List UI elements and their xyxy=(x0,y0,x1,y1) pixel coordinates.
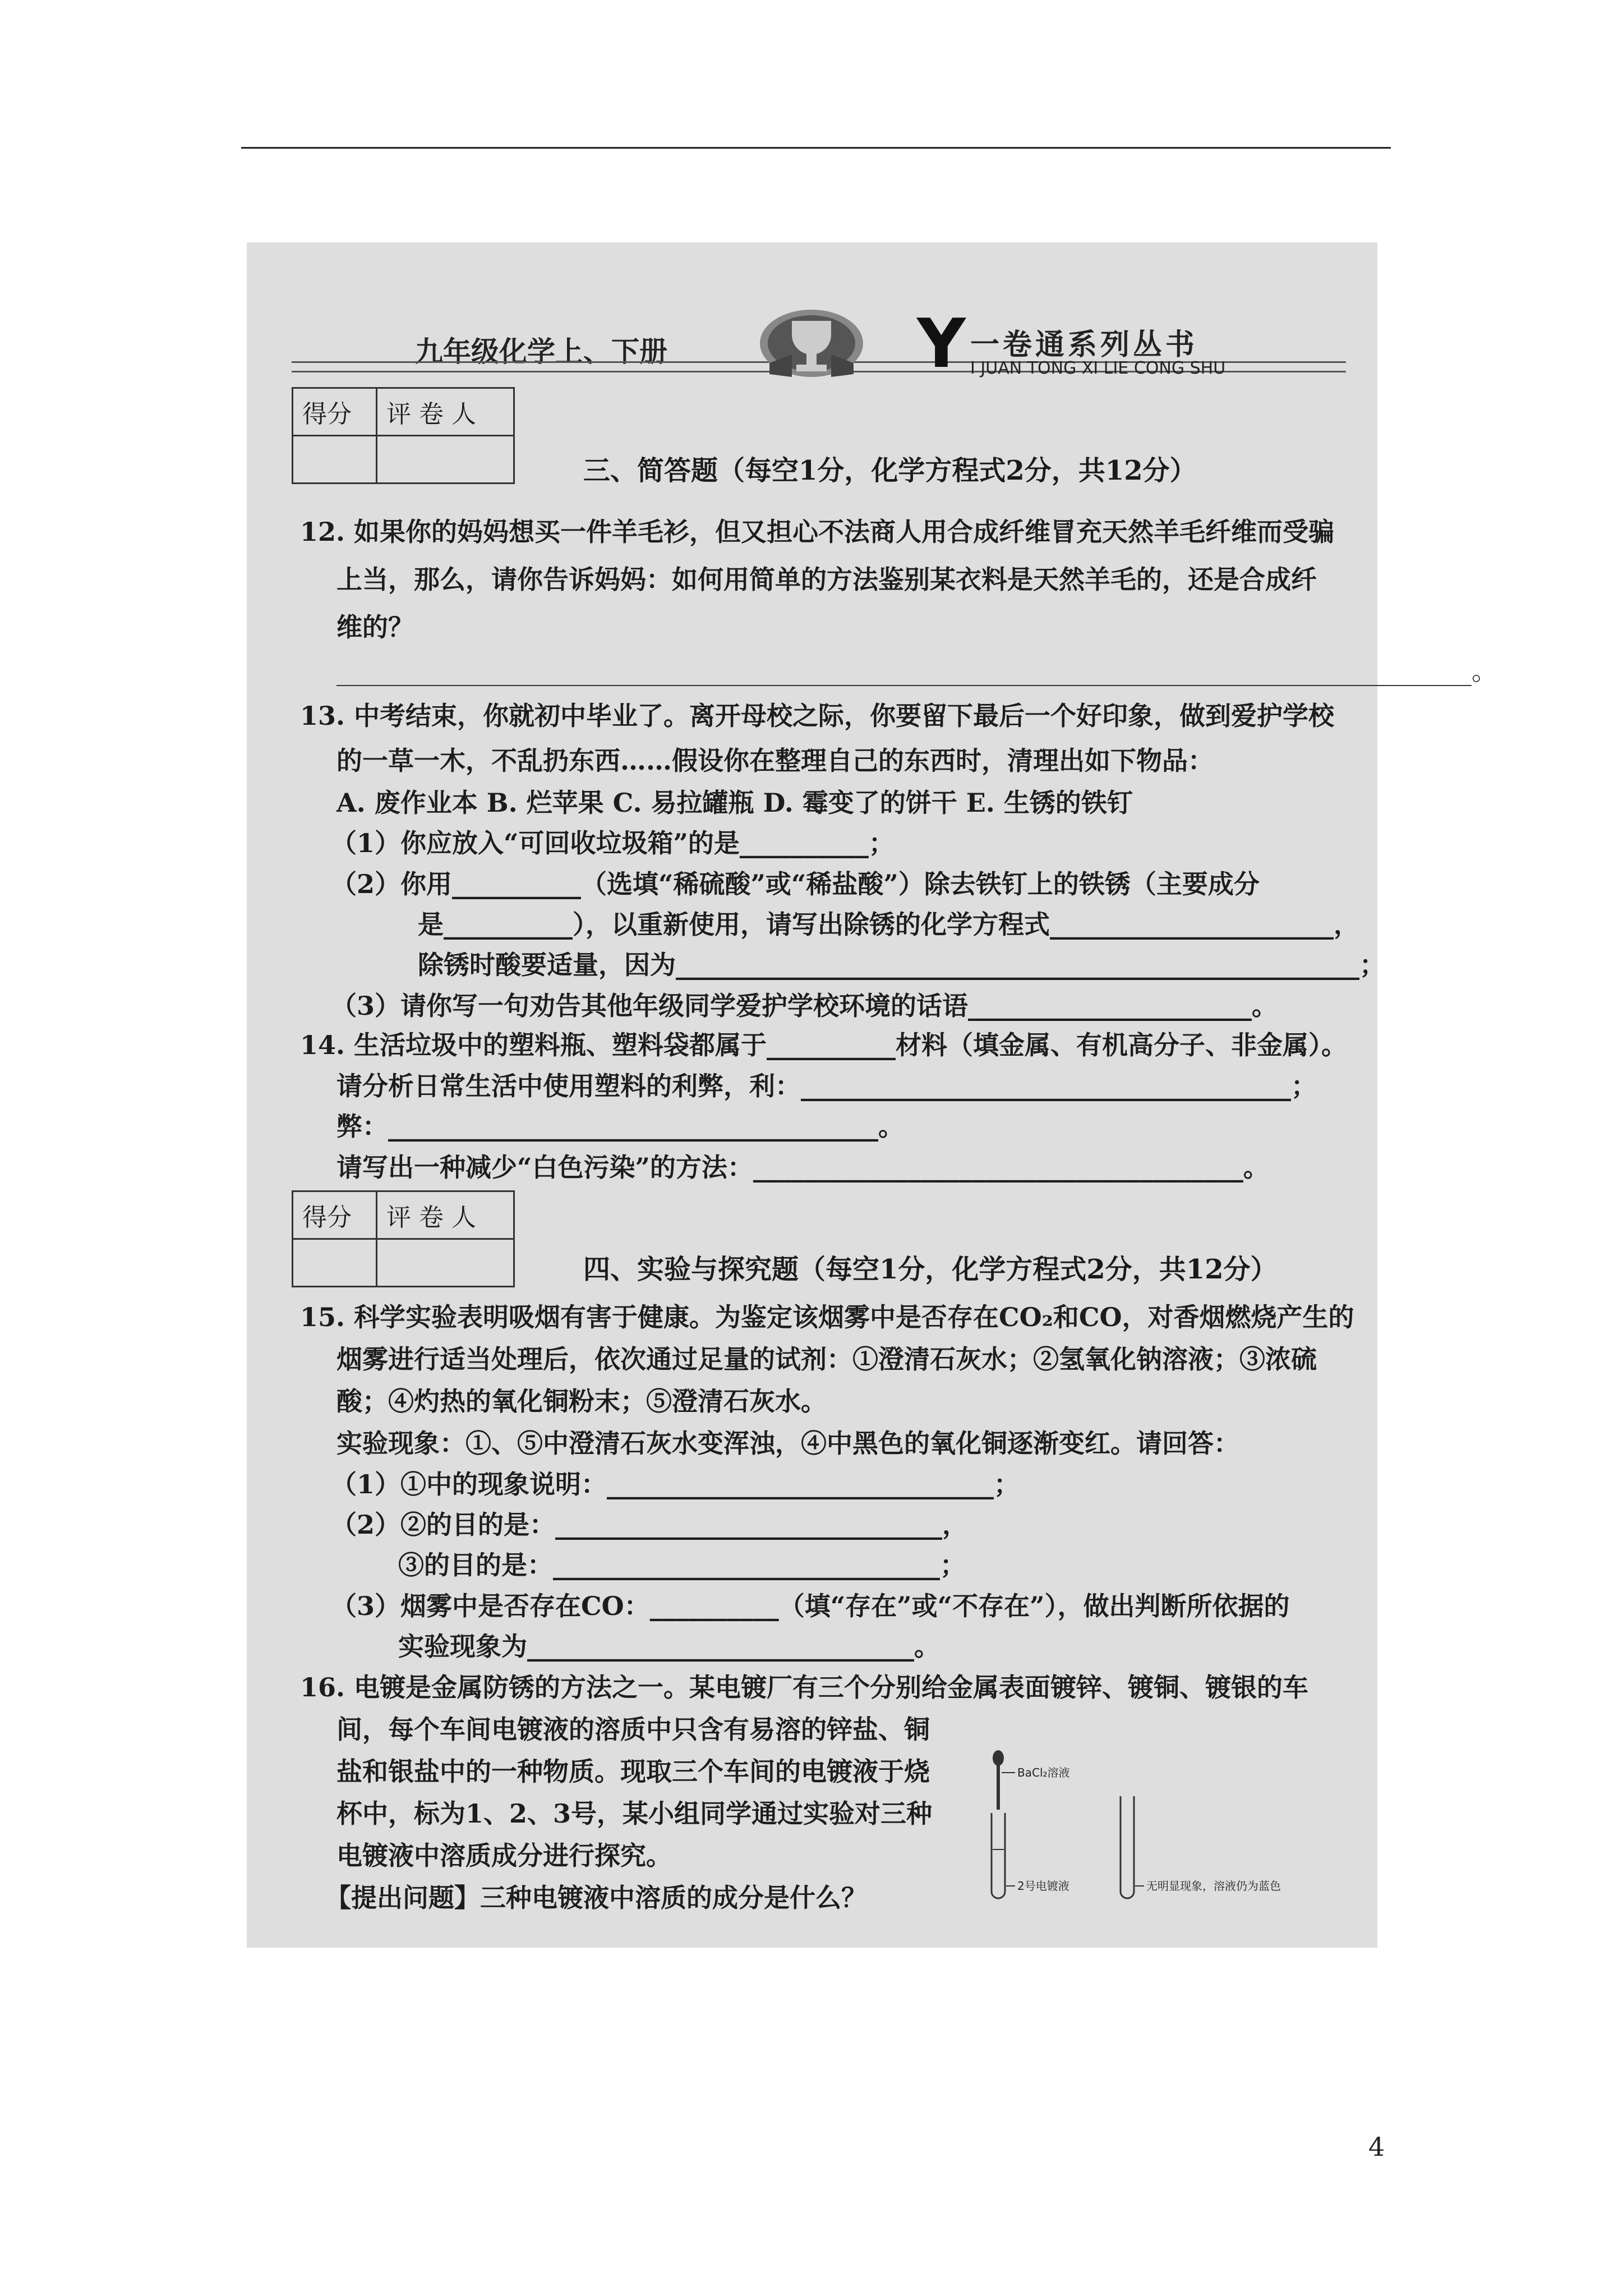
tube-2-label: 无明显现象，溶液仍为蓝色 xyxy=(1146,1879,1281,1893)
q15-part-2b: ③的目的是：______________________________； xyxy=(398,1550,966,1580)
q15-part-1: （1）①中的现象说明：______________________________； xyxy=(331,1469,1020,1499)
test-tube-1 xyxy=(992,1813,1005,1898)
q14-line: 请写出一种减少“白色污染”的方法：______________________________________。 xyxy=(336,1152,1269,1182)
q13-part-3: （3）请你写一句劝告其他年级同学爱护学校环境的话语______________________。 xyxy=(331,991,1278,1021)
q16-line: 杯中，标为1、2、3号，某小组同学通过实验对三种 xyxy=(336,1798,933,1829)
q13-part-2-cont: 是__________），以重新使用，请写出除锈的化学方程式______________________， xyxy=(418,909,1359,940)
score-cell xyxy=(293,1239,377,1287)
q14-line: 14. 生活垃圾中的塑料瓶、塑料袋都属于__________材料（填金属、有机高分子、非金属）。 xyxy=(300,1030,1348,1060)
q15-observation: 实验现象：①、⑤中澄清石灰水变浑浊，④中黑色的氧化铜逐渐变红。请回答： xyxy=(336,1428,1239,1458)
page-number: 4 xyxy=(1368,2132,1385,2162)
grader-cell xyxy=(377,1239,514,1287)
q13-part-2: （2）你用__________（选填“稀硫酸”或“稀盐酸”）除去铁钉上的铁锈（主要成分 xyxy=(331,869,1260,899)
q13-line: 13. 中考结束，你就初中毕业了。离开母校之际，你要留下最后一个好印象，做到爱护学校 xyxy=(300,701,1335,731)
q15-line: 15. 科学实验表明吸烟有害于健康。为鉴定该烟雾中是否存在CO₂和CO，对香烟燃烧产生的 xyxy=(300,1302,1354,1332)
book-title: 九年级化学上、下册 xyxy=(415,335,667,368)
q15-line: 烟雾进行适当处理后，依次通过足量的试剂：①澄清石灰水；②氢氧化钠溶液；③浓硫 xyxy=(336,1344,1317,1374)
trophy-emblem-icon xyxy=(758,298,865,383)
score-label: 得分 xyxy=(293,388,377,436)
q12-line: 维的？ xyxy=(336,612,414,642)
section-4-title: 四、实验与探究题（每空1分，化学方程式2分，共12分） xyxy=(583,1254,1278,1285)
grader-cell xyxy=(377,436,514,484)
q13-line: 的一草一木，不乱扔东西……假设你在整理自己的东西时，清理出如下物品： xyxy=(336,746,1214,776)
score-label: 得分 xyxy=(293,1191,377,1239)
grader-label: 评 卷 人 xyxy=(377,1191,514,1239)
q15-line: 酸；④灼热的氧化铜粉末；⑤澄清石灰水。 xyxy=(336,1386,827,1416)
q13-part-2-cont: 除锈时酸要适量，因为_____________________________________________________； xyxy=(418,950,1385,980)
series-name-pinyin: I JUAN TONG XI LIE CONG SHU xyxy=(970,358,1226,378)
q12-answer-blank: ________________________________________________________________________________________。 xyxy=(336,656,1497,686)
q14-line: 请分析日常生活中使用塑料的利弊，利：______________________________________； xyxy=(336,1071,1317,1101)
q13-options: A. 废作业本 B. 烂苹果 C. 易拉罐瓶 D. 霉变了的饼干 E. 生锈的铁钉 xyxy=(336,788,1133,818)
reagent-label: BaCl₂溶液 xyxy=(1017,1766,1070,1779)
dropper-icon xyxy=(993,1750,1004,1810)
q16-line: 电镀液中溶质成分进行探究。 xyxy=(336,1841,672,1871)
book-header xyxy=(247,242,1377,383)
q15-part-3-cont: 实验现象为______________________________。 xyxy=(398,1631,940,1662)
q15-part-3: （3）烟雾中是否存在CO：__________（填“存在”或“不存在”），做出判断所依据的 xyxy=(331,1591,1290,1621)
q12-line: 12. 如果你的妈妈想买一件羊毛衫，但又担心不法商人用合成纤维冒充天然羊毛纤维而受骗 xyxy=(300,517,1335,547)
series-logo-letter: Y xyxy=(917,305,966,383)
q13-part-1: （1）你应放入“可回收垃圾箱”的是__________； xyxy=(331,828,895,858)
grader-label: 评 卷 人 xyxy=(377,388,514,436)
q14-line: 弊：______________________________________。 xyxy=(336,1111,904,1142)
scanned-exam-sheet xyxy=(247,242,1497,1948)
q16-line: 间，每个车间电镀液的溶质中只含有易溶的锌盐、铜 xyxy=(336,1714,930,1745)
score-box-section-3 xyxy=(292,387,515,484)
section-3-title: 三、简答题（每空1分，化学方程式2分，共12分） xyxy=(583,455,1197,486)
q15-part-2: （2）②的目的是：______________________________， xyxy=(331,1510,969,1540)
q12-line: 上当，那么，请你告诉妈妈：如何用简单的方法鉴别某衣料是天然羊毛的，还是合成纤 xyxy=(336,564,1317,595)
test-tube-diagram xyxy=(976,1746,1324,1914)
tube-1-label: 2号电镀液 xyxy=(1017,1879,1069,1893)
series-name: 一卷通系列丛书 xyxy=(970,328,1198,362)
test-tube-2 xyxy=(1121,1796,1134,1898)
top-rule xyxy=(241,147,1391,149)
q16-line: 盐和银盐中的一种物质。现取三个车间的电镀液于烧 xyxy=(336,1756,930,1787)
q16-line: 16. 电镀是金属防锈的方法之一。某电镀厂有三个分别给金属表面镀锌、镀铜、镀银的车 xyxy=(300,1672,1309,1703)
score-cell xyxy=(293,436,377,484)
score-box-section-4 xyxy=(292,1190,515,1287)
q16-question: 【提出问题】三种电镀液中溶质的成分是什么？ xyxy=(325,1883,867,1913)
